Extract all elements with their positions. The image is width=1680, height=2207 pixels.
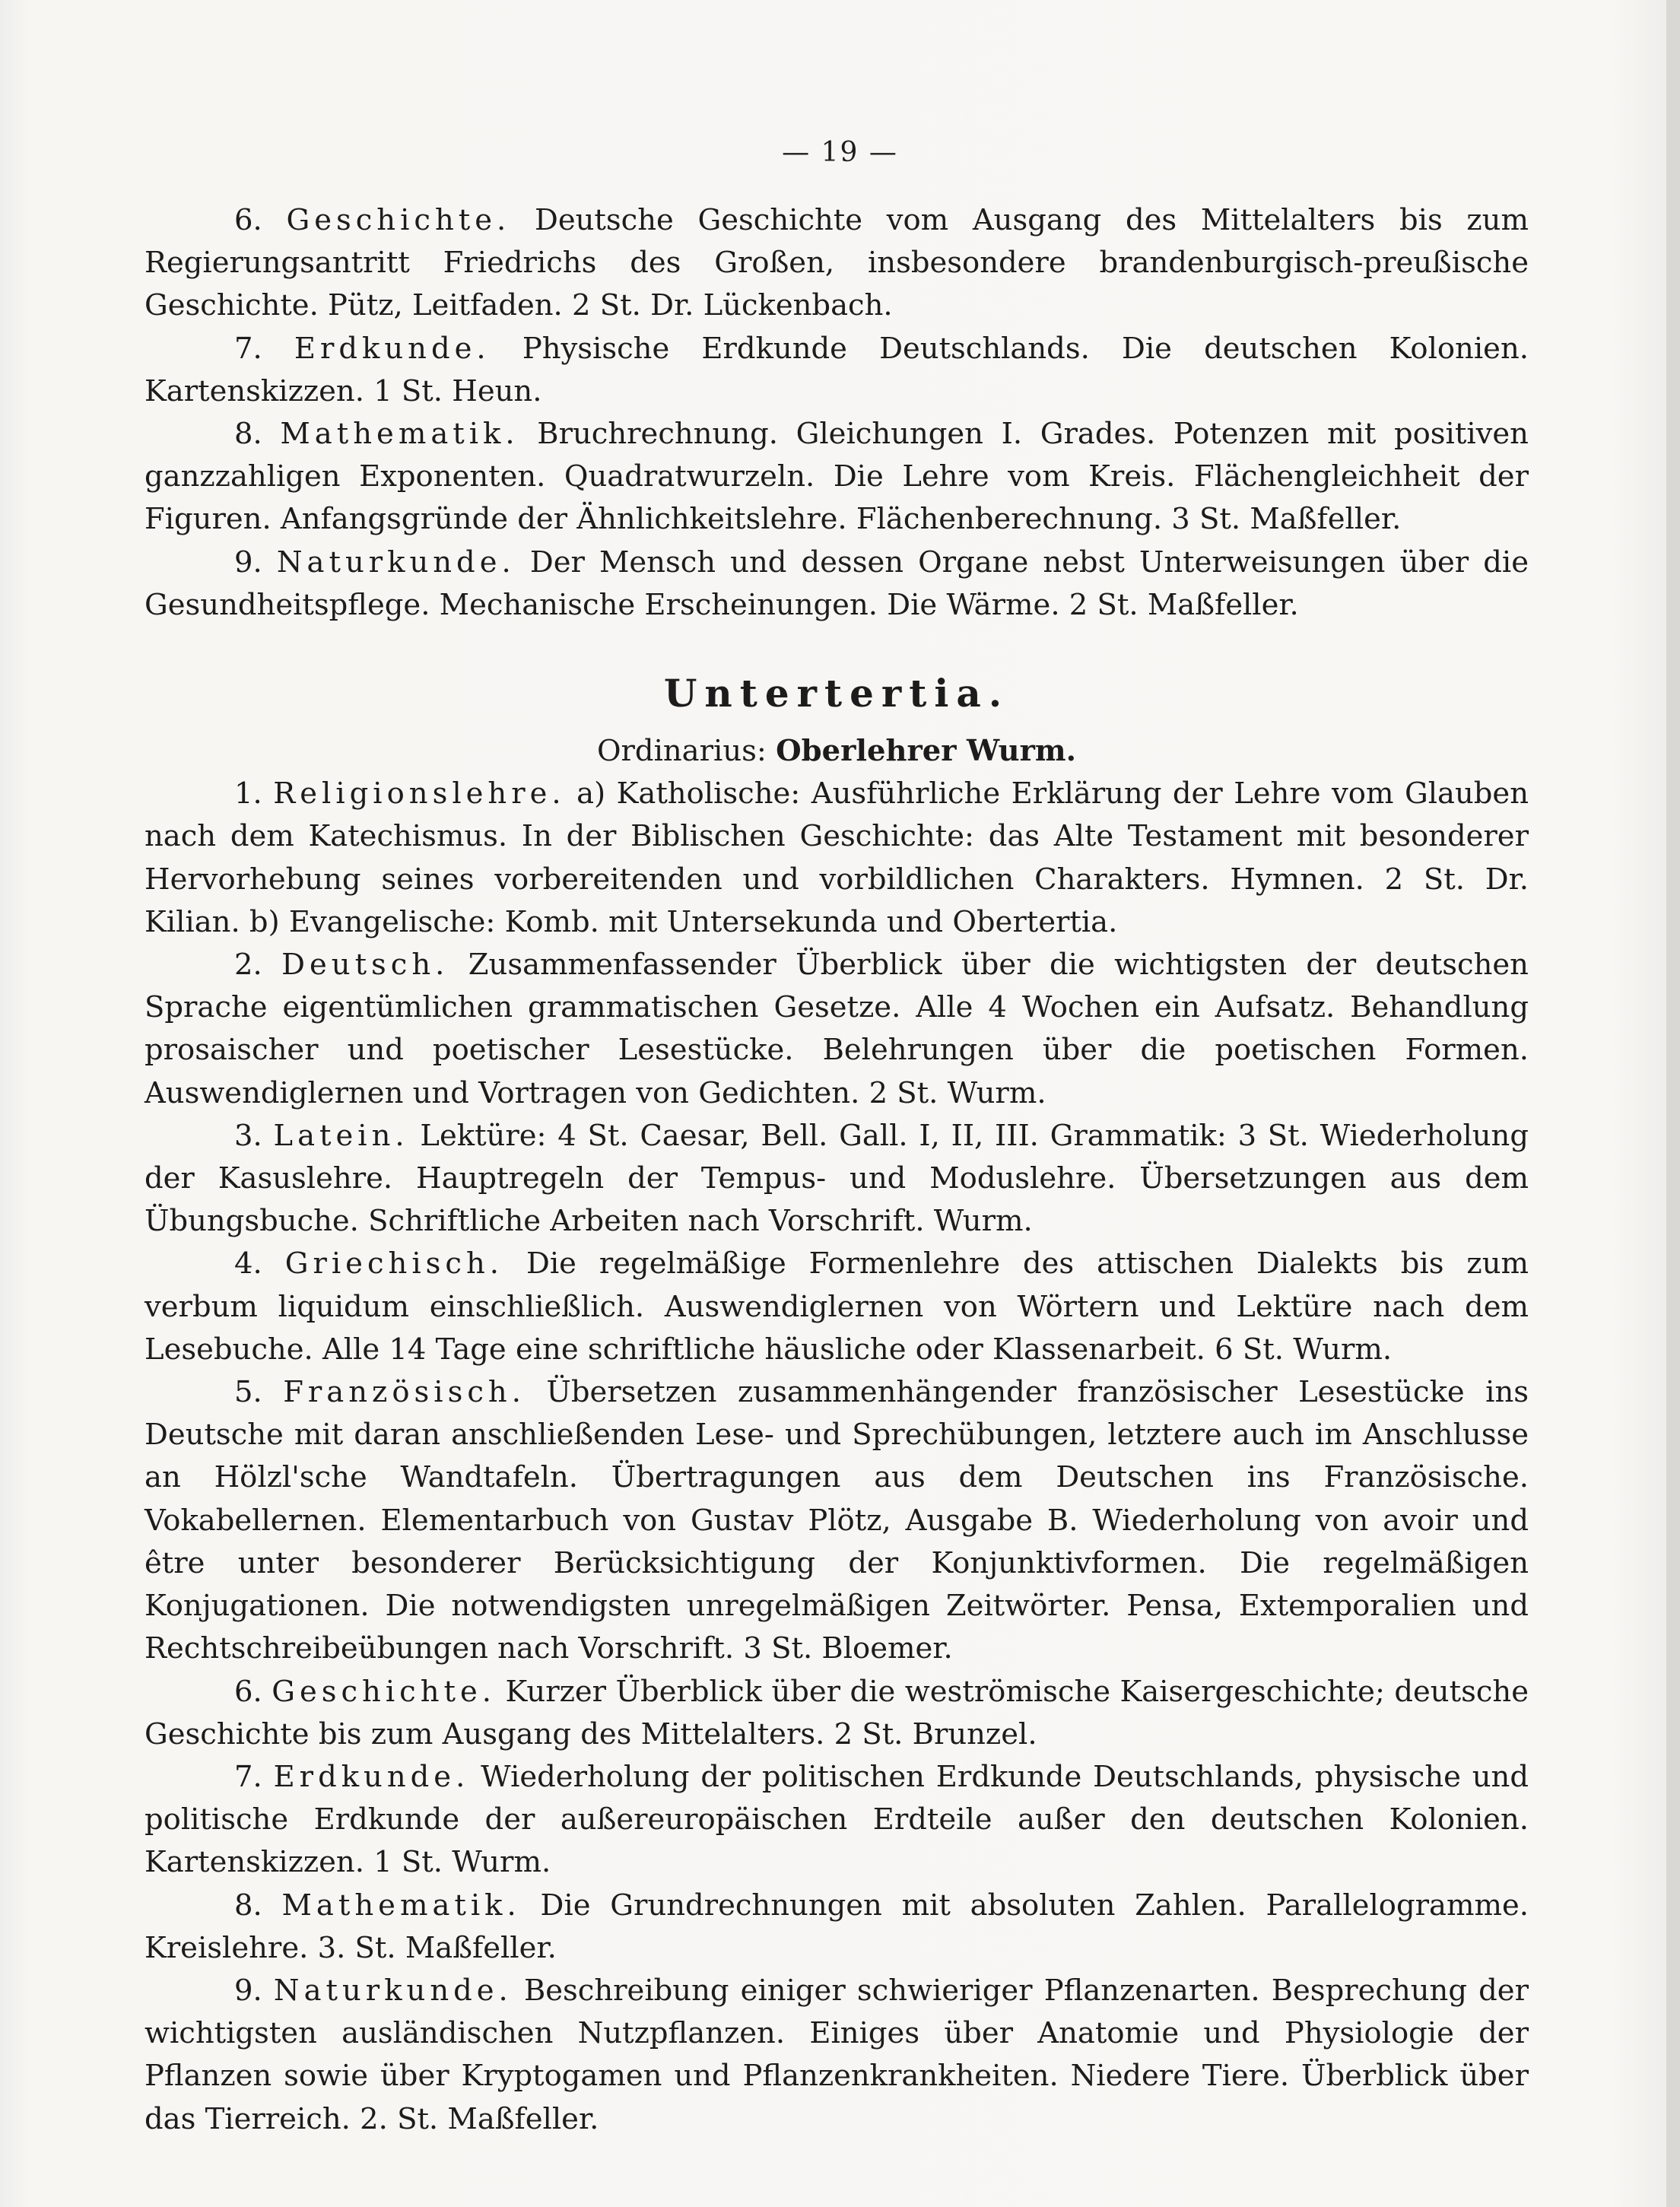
paragraph-body: Wiederholung der politischen Erdkunde Deutschlands, physische und politische Erdkunde der außereuropäischen Erdteile außer den deutschen Kolonien. Kartenskizzen. 1 St. Wurm.: [144, 1759, 1529, 1880]
subject-heading: Geschichte.: [286, 203, 511, 237]
subject-heading: Mathematik.: [280, 417, 519, 452]
paragraph-body: Bruchrechnung. Gleichungen I. Grades. Potenzen mit positiven ganzzahligen Exponenten. Quadratwurzeln. Die Lehre vom Kreis. Flächengleichheit der Figuren. Anfangsgründe der Ähnlichkeitslehre. Flächenberechnung. 3 St. Maßfeller.: [144, 417, 1529, 537]
paragraph-body: a) Katholische: Ausführliche Erklärung der Lehre vom Glauben nach dem Katechismus. In der Biblischen Geschichte: das Alte Testament mit besonderer Hervorhebung seines vorbereitenden und vorbildlichen Charakters. Hymnen. 2 St. Dr. Kilian. b) Evangelische: Komb. mit Untersekunda und Obertertia.: [144, 776, 1529, 939]
item-number: 7.: [234, 331, 262, 366]
page-edge: [1666, 0, 1680, 2207]
paragraph-body: Lektüre: 4 St. Caesar, Bell. Gall. I, II, III. Grammatik: 3 St. Wiederholung der Kasuslehre. Hauptregeln der Tempus- und Moduslehre. Übersetzungen aus dem Übungsbuche. Schriftliche Arbeiten nach Vorschrift. Wurm.: [144, 1118, 1529, 1239]
paragraph-body: Beschreibung einiger schwieriger Pflanzenarten. Besprechung der wichtigsten ausländischen Nutzpflanzen. Einiges über Anatomie und Physiologie der Pflanzen sowie über Kryptogamen und Pflanzenkrankheiten. Niedere Tiere. Überblick über das Tierreich. 2. St. Maßfeller.: [144, 1973, 1529, 2136]
item-number: 4.: [234, 1246, 262, 1281]
subject-heading: Geschichte.: [272, 1674, 497, 1709]
subject-heading: Erdkunde.: [273, 1759, 470, 1794]
subject-heading: Religionslehre.: [273, 776, 566, 811]
paragraph-top-7: [144, 328, 1529, 413]
paragraph-body: Deutsche Geschichte vom Ausgang des Mittelalters bis zum Regierungsantritt Friedrichs des Großen, insbesondere brandenburgisch-preußische Geschichte. Pütz, Leitfaden. 2 St. Dr. Lückenbach.: [144, 203, 1529, 323]
paragraph-bottom-1: [144, 773, 1529, 944]
ordinarius-name: Oberlehrer Wurm.: [776, 734, 1077, 769]
subject-heading: Deutsch.: [281, 948, 449, 983]
item-number: 8.: [234, 417, 262, 452]
paragraph-body: Übersetzen zusammenhängender französischer Lesestücke ins Deutsche mit daran anschließenden Lese- und Sprechübungen, letztere auch im Anschlusse an Hölzl'sche Wandtafeln. Übertragungen aus dem Deutschen ins Französische. Vokabellernen. Elementarbuch von Gustav Plötz, Ausgabe B. Wiederholung von avoir und être unter besonderer Berücksichtigung der Konjunktivformen. Die regelmäßigen Konjugationen. Die notwendigsten unregelmäßigen Zeitwörter. Pensa, Extemporalien und Rechtschreibeübungen nach Vorschrift. 3 St. Bloemer.: [144, 1375, 1529, 1666]
paragraph-bottom-3: [144, 1115, 1529, 1243]
subject-heading: Französisch.: [283, 1375, 526, 1410]
item-number: 5.: [234, 1375, 262, 1410]
subject-heading: Erdkunde.: [294, 331, 491, 366]
paragraph-bottom-7: [144, 1756, 1529, 1885]
item-number: 9.: [234, 545, 262, 580]
paragraph-bottom-5: [144, 1371, 1529, 1670]
paragraph-body: Die Grundrechnungen mit absoluten Zahlen. Parallelogramme. Kreislehre. 3. St. Maßfeller.: [144, 1888, 1529, 1965]
item-number: 7.: [234, 1759, 262, 1794]
subject-heading: Naturkunde.: [276, 545, 516, 580]
paragraph-body: Die regelmäßige Formenlehre des attischen Dialekts bis zum verbum liquidum einschließlich. Auswendiglernen von Wörtern und Lektüre nach dem Lesebuche. Alle 14 Tage eine schriftliche häusliche oder Klassenarbeit. 6 St. Wurm.: [144, 1246, 1529, 1367]
paragraph-bottom-4: [144, 1243, 1529, 1371]
subject-heading: Griechisch.: [284, 1246, 503, 1281]
item-number: 1.: [234, 776, 262, 811]
paragraph-bottom-6: [144, 1671, 1529, 1756]
ordinarius-line: [144, 730, 1529, 773]
item-number: 6.: [234, 203, 262, 237]
paragraph-bottom-2: [144, 944, 1529, 1115]
paragraph-body: Der Mensch und dessen Organe nebst Unterweisungen über die Gesundheitspflege. Mechanische Erscheinungen. Die Wärme. 2 St. Maßfeller.: [144, 545, 1529, 622]
subject-heading: Naturkunde.: [273, 1973, 513, 2008]
paragraph-bottom-8: [144, 1885, 1529, 1970]
page-number: — 19 —: [782, 137, 898, 168]
paragraph-top-6: [144, 199, 1529, 328]
item-number: 2.: [234, 948, 262, 983]
paragraph-top-9: [144, 541, 1529, 627]
paragraph-bottom-9: [144, 1970, 1529, 2141]
paragraph-body: Kurzer Überblick über die weströmische Kaisergeschichte; deutsche Geschichte bis zum Ausgang des Mittelalters. 2 St. Brunzel.: [144, 1674, 1529, 1751]
paragraph-body: Zusammenfassender Überblick über die wichtigsten der deutschen Sprache eigentümlichen grammatischen Gesetze. Alle 4 Wochen ein Aufsatz. Behandlung prosaischer und poetischer Lesestücke. Belehrungen über die poetischen Formen. Auswendiglernen und Vortragen von Gedichten. 2 St. Wurm.: [144, 948, 1529, 1110]
subject-heading: Mathematik.: [281, 1888, 521, 1923]
paragraph-top-8: [144, 413, 1529, 541]
ordinarius-label: Ordinarius:: [596, 734, 767, 769]
subject-heading: Latein.: [273, 1118, 409, 1153]
item-number: 3.: [234, 1118, 262, 1153]
item-number: 8.: [234, 1888, 262, 1923]
item-number: 6.: [234, 1674, 262, 1709]
main-text: [144, 199, 1529, 2141]
item-number: 9.: [234, 1973, 262, 2008]
paragraph-body: Physische Erdkunde Deutschlands. Die deutschen Kolonien. Kartenskizzen. 1 St. Heun.: [144, 331, 1529, 408]
section-title: Untertertia.: [663, 671, 1010, 716]
